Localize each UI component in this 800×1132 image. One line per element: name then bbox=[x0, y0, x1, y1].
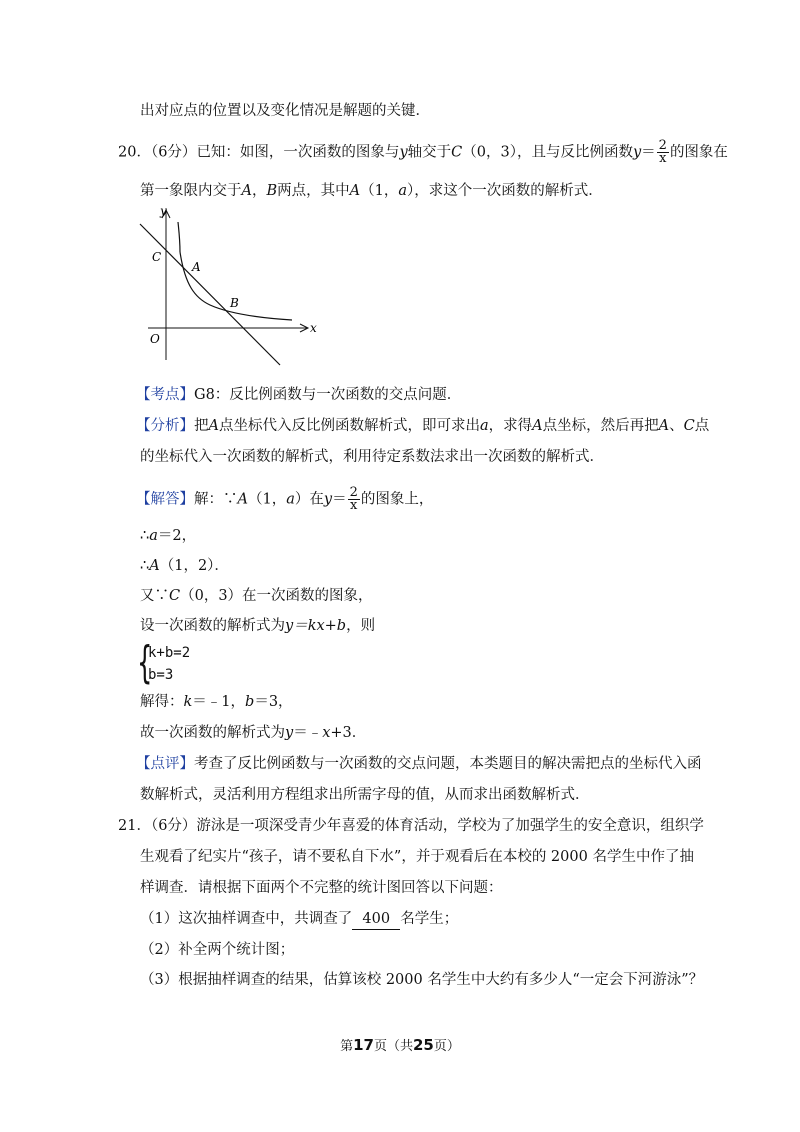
fenxi-line-1: 【分析】把A点坐标代入反比例函数解析式，即可求出a，求得A点坐标，然后再把A、C点 bbox=[136, 418, 710, 434]
jieda-step-2: ∴A（1，2）． bbox=[140, 558, 229, 574]
q21-number: 21． bbox=[118, 818, 151, 834]
label-point-A: A bbox=[192, 260, 201, 274]
equation-2: b=3 bbox=[148, 667, 174, 683]
q20-score: （6分） bbox=[150, 144, 197, 161]
linear-function-line bbox=[140, 224, 280, 365]
equation-1: k+b=2 bbox=[148, 645, 191, 661]
jieda-step-4: 设一次函数的解析式为y＝kx+b，则 bbox=[140, 618, 376, 634]
q20-line-2: 第一象限内交于A，B两点，其中A（1，a），求这个一次函数的解析式． bbox=[140, 183, 603, 199]
label-x: x bbox=[310, 321, 317, 335]
page-total: 25 bbox=[413, 1036, 434, 1054]
jieda-step-5: 解得：k＝﹣1，b＝3， bbox=[140, 694, 293, 710]
label-point-C: C bbox=[152, 250, 162, 264]
kaodian-tag: 【考点】 bbox=[136, 387, 194, 403]
q21-line-3: 样调查．请根据下面两个不完整的统计图回答以下问题： bbox=[140, 880, 503, 896]
jieda-step-6: 故一次函数的解析式为y＝﹣x+3． bbox=[140, 725, 367, 741]
page-footer: 第17页（共25页） bbox=[340, 1036, 460, 1054]
answer-blank: 400 bbox=[352, 909, 400, 930]
jieda-step-3: 又∵C（0，3）在一次函数的图象， bbox=[140, 588, 373, 604]
q21-line-2: 生观看了纪实片“孩子，请不要私自下水”，并于观看后在本校的 2000 名学生中作了抽 bbox=[140, 849, 694, 865]
q21-sub-3: （3）根据抽样调查的结果，估算该校 2000 名学生中大约有多少人“一定会下河游泳”？ bbox=[140, 972, 704, 988]
label-point-B: B bbox=[230, 296, 239, 310]
dianping-tag: 【点评】 bbox=[136, 756, 194, 772]
dianping-line-2: 数解析式，灵活利用方程组求出所需字母的值，从而求出函数解析式． bbox=[140, 787, 590, 803]
fraction-2-over-x: $\frac{2}{x}$ bbox=[658, 138, 667, 166]
fenxi-tag: 【分析】 bbox=[136, 418, 194, 434]
q20-line-1: 20．（6分）已知：如图，一次函数的图象与y轴交于C（0，3），且与反比例函数y＝ $\frac{2}{x}$ 的图象在 bbox=[118, 138, 728, 166]
label-origin-O: O bbox=[150, 332, 160, 346]
hyperbola-curve-upper bbox=[178, 222, 180, 252]
q21-sub-2: （2）补全两个统计图； bbox=[140, 942, 295, 958]
function-graph-figure bbox=[130, 200, 330, 370]
q21-sub-1: （1）这次抽样调查中，共调查了 400 名学生； bbox=[140, 909, 458, 930]
dianping-line-1: 【点评】考查了反比例函数与一次函数的交点问题，本类题目的解决需把点的坐标代入函 bbox=[136, 756, 702, 772]
q20-number: 20． bbox=[118, 144, 151, 161]
kaodian-line: 【考点】G8：反比例函数与一次函数的交点问题． bbox=[136, 387, 462, 403]
equation-system-brace: { bbox=[137, 637, 153, 688]
previous-answer-tail: 出对应点的位置以及变化情况是解题的关键． bbox=[140, 103, 430, 119]
jieda-tag: 【解答】 bbox=[136, 491, 194, 508]
label-y: y bbox=[160, 204, 167, 218]
fenxi-line-2: 的坐标代入一次函数的解析式，利用待定系数法求出一次函数的解析式． bbox=[140, 449, 604, 465]
fraction-2-over-x: $\frac{2}{x}$ bbox=[349, 485, 358, 513]
jieda-step-1: ∴a＝2， bbox=[140, 528, 197, 544]
q21-line-1: 21．（6分）游泳是一项深受青少年喜爱的体育活动，学校为了加强学生的安全意识，组织学 bbox=[118, 818, 704, 834]
page-number: 17 bbox=[353, 1036, 374, 1054]
jieda-line-1: 【解答】解：∵A（1，a）在y＝ $\frac{2}{x}$ 的图象上， bbox=[136, 485, 434, 513]
